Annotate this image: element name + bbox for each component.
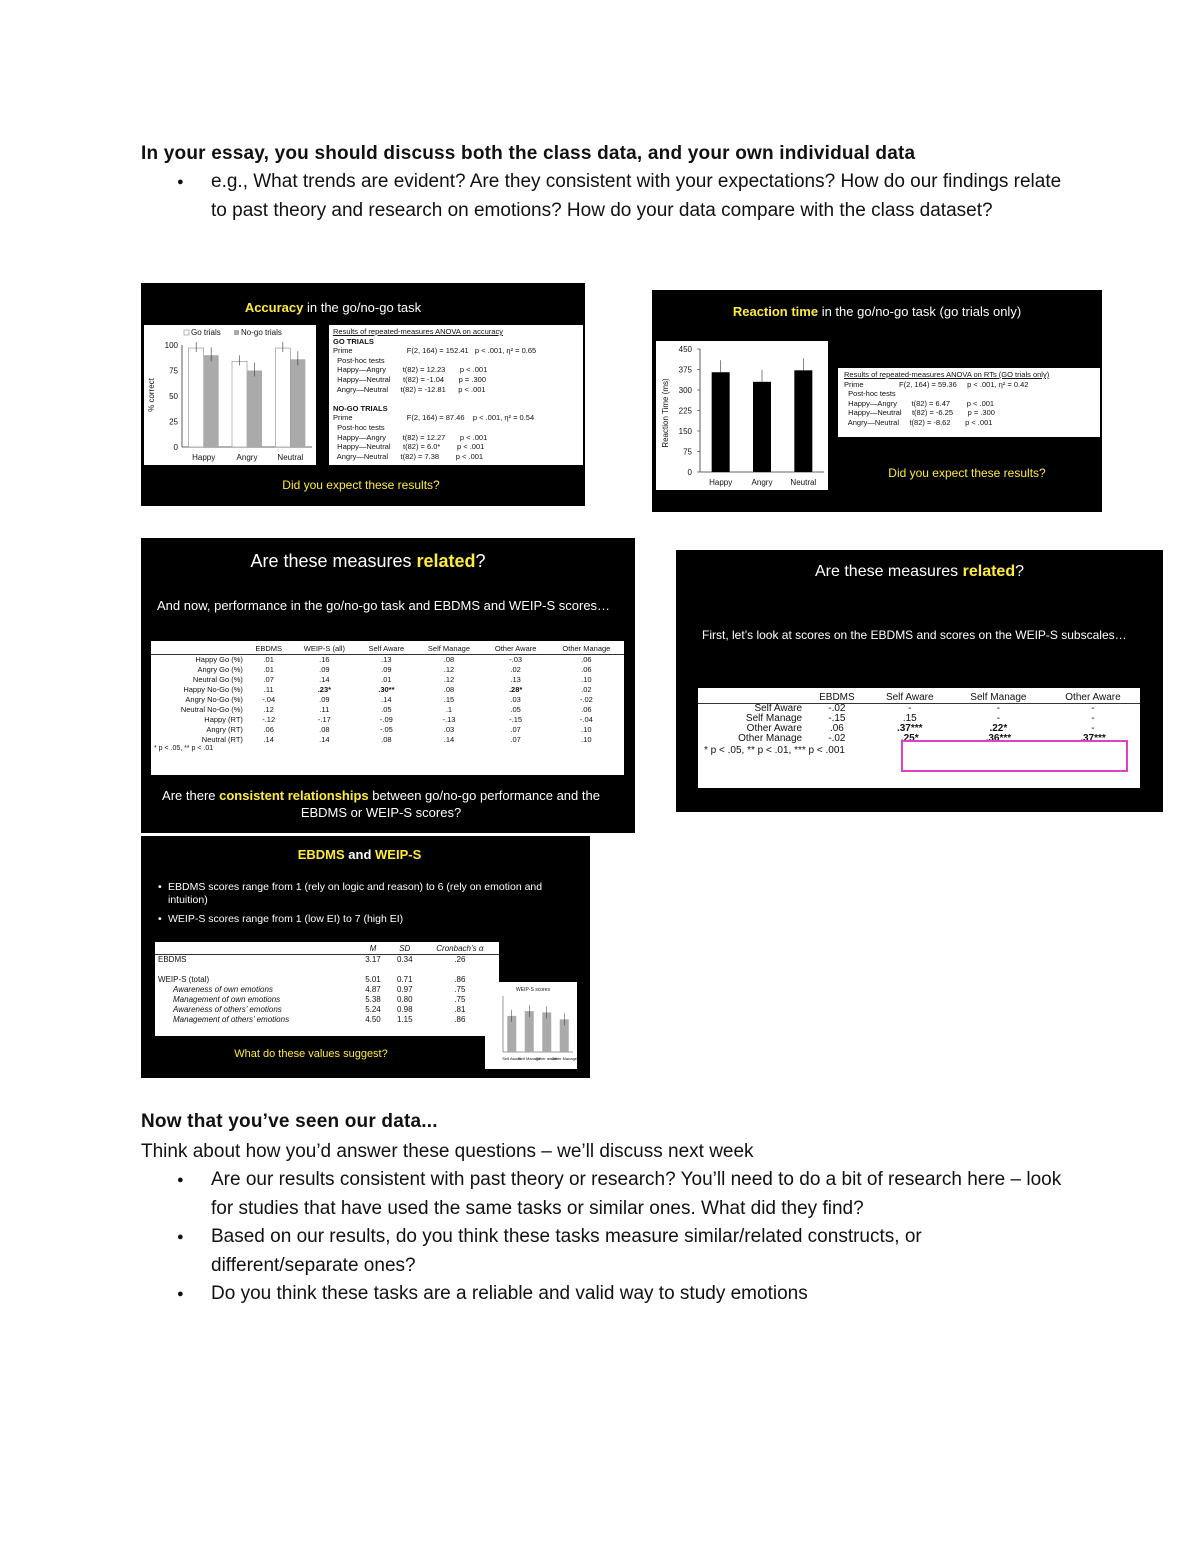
- table-cell: Angry (RT): [206, 725, 243, 734]
- table-cell: 3.17: [365, 955, 381, 964]
- table-row: [151, 655, 624, 666]
- table-cell: .30**: [378, 685, 395, 694]
- table-cell: .02: [581, 685, 592, 694]
- table-cell: 0.97: [396, 985, 413, 994]
- stats-line: Happy—Angry t(82) = 12.27 p < .001: [333, 432, 488, 442]
- table-cell: -: [1091, 713, 1095, 724]
- weips-inset-chart: [485, 982, 577, 1069]
- y-tick-label: 300: [678, 386, 692, 395]
- table-row: [155, 965, 499, 975]
- stats-line: Happy—Angry t(82) = 12.23 p < .001: [333, 365, 488, 375]
- slide-ebdms-weips: [141, 836, 590, 1078]
- table-cell: -.03: [509, 655, 523, 664]
- table-cell: .08: [381, 735, 392, 744]
- table-cell: Happy (RT): [204, 715, 243, 724]
- column-header: M: [357, 944, 389, 955]
- table-cell: .37***: [896, 723, 923, 734]
- slide-related-2-title: [676, 563, 1163, 581]
- table-cell: -.09: [379, 715, 393, 724]
- stats-line: Prime F(2, 164) = 59.36 p < .001, η² = 0.42: [844, 379, 1029, 389]
- legend-swatch-go: [184, 330, 189, 335]
- table-cell: .06: [829, 723, 844, 734]
- table-cell: Neutral No-Go (%): [180, 705, 243, 714]
- column-header: [151, 644, 246, 655]
- table-cell: .12: [443, 675, 455, 684]
- stats-line: NO-GO TRIALS: [333, 403, 388, 413]
- ebdms-bullets: [158, 881, 558, 926]
- ebdms-bullet-1-text: EBDMS scores range from 1 (rely on logic and reason) to 6 (rely on emotion and intuition): [168, 881, 543, 906]
- table-cell: .06: [581, 705, 592, 714]
- column-header: SD: [389, 944, 421, 955]
- table-cell: -.02: [828, 733, 846, 744]
- table-row: [155, 985, 499, 995]
- legend-label-go: Go trials: [191, 328, 221, 337]
- table-cell: .08: [319, 725, 330, 734]
- table-cell: Management of others’ emotions: [173, 1015, 290, 1024]
- slide-ebdms-title: [141, 847, 584, 862]
- table-cell: .86: [454, 1015, 466, 1024]
- title-a: EBDMS: [297, 847, 345, 862]
- stats-line: Angry—Neutral t(82) = -12.81 p < .001: [333, 384, 486, 394]
- table-cell: Angry Go (%): [197, 665, 243, 674]
- stats-line: Post-hoc tests: [333, 422, 385, 432]
- y-tick-label: 225: [678, 406, 692, 416]
- table-cell: .36***: [985, 733, 1012, 744]
- table-cell: .06: [581, 655, 592, 664]
- table-cell: 5.24: [365, 1005, 381, 1014]
- table-cell: Neutral (RT): [201, 735, 243, 744]
- table-cell: .01: [381, 675, 392, 684]
- table-cell: .26: [454, 955, 466, 964]
- table-cell: .07: [510, 725, 521, 734]
- column-header: Self Manage: [951, 693, 1046, 704]
- table-cell: -: [996, 703, 1001, 714]
- table-cell: .14: [263, 735, 274, 744]
- stats-line: Happy—Neutral t(82) = 6.0* p < .001: [333, 442, 485, 452]
- table-cell: .13: [381, 655, 392, 664]
- table-row: [155, 975, 499, 985]
- stats-line: Angry—Neutral t(82) = -8.62 p < .001: [844, 417, 993, 427]
- subscale-footnote: * p < .05, ** p < .01, *** p < .001: [704, 745, 845, 756]
- table-cell: EBDMS: [158, 955, 187, 964]
- table-cell: .15: [902, 713, 917, 724]
- accuracy-stats-box: [329, 325, 583, 465]
- table-row: [155, 995, 499, 1005]
- x-tick-label: Neutral: [277, 453, 304, 462]
- table-cell: -.15: [828, 713, 846, 724]
- table-cell: .10: [581, 675, 592, 684]
- y-tick-label: 450: [678, 345, 692, 354]
- question-post: between go/no-go performance and the EBDMS or WEIP-S scores?: [300, 788, 600, 820]
- slide-reaction-time: [652, 290, 1102, 512]
- ebdms-bullet-2-text: WEIP-S scores range from 1 (low EI) to 7 (high EI): [168, 913, 404, 925]
- table-cell: -: [996, 713, 1001, 724]
- stats-line: Happy—Neutral t(82) = -6.25 p = .300: [844, 408, 995, 418]
- correlation-table-box: [151, 641, 624, 775]
- table-cell: .05: [510, 705, 521, 714]
- stats-line: Post-hoc tests: [844, 389, 896, 399]
- table-cell: 0.71: [396, 975, 413, 984]
- column-header: Other Aware: [1046, 693, 1140, 704]
- correlation-table: [151, 644, 624, 745]
- table-cell: .75: [454, 985, 466, 994]
- table-cell: WEIP-S (total): [158, 975, 210, 984]
- bar-rt: [753, 382, 771, 472]
- column-header: Self Aware: [357, 644, 415, 655]
- slide-accuracy-title: [141, 300, 555, 315]
- section2-bullet-3: ● Do you think these tasks are a reliable and valid way to study emotions: [141, 1280, 1071, 1309]
- y-tick-label: 375: [678, 365, 692, 375]
- stats-line: Angry—Neutral t(82) = 7.38 p < .001: [333, 451, 484, 461]
- bar-go: [189, 348, 204, 447]
- table-cell: .08: [443, 685, 455, 694]
- table-cell: Angry No-Go (%): [185, 695, 243, 704]
- table-cell: Neutral Go (%): [192, 675, 243, 684]
- question-pre: Are there: [162, 788, 220, 803]
- table-cell: .03: [443, 725, 455, 734]
- table-row: [151, 685, 624, 695]
- table-cell: -.04: [579, 715, 593, 724]
- column-header: EBDMS: [246, 644, 292, 655]
- stats-line: Happy—Neutral t(82) = -1.04 p = .300: [333, 374, 486, 384]
- title-and: and: [344, 847, 376, 862]
- inset-bar: [525, 1011, 534, 1052]
- x-tick-label: Happy: [709, 478, 733, 487]
- stats-line: Happy—Angry t(82) = 6.47 p < .001: [844, 398, 995, 408]
- table-cell: -.02: [828, 703, 846, 714]
- accuracy-stats-title: Results of repeated-measures ANOVA on accuracy: [333, 327, 503, 336]
- rt-question: Did you expect these results?: [888, 466, 1046, 480]
- slide-related-2: [676, 550, 1163, 812]
- table-row: [155, 1005, 499, 1015]
- section2-intro: Think about how you’d answer these questions – we’ll discuss next week: [141, 1141, 754, 1162]
- slide-related-1: [141, 538, 635, 833]
- slide-related-1-question: [141, 787, 621, 821]
- table-cell: Management of own emotions: [173, 995, 281, 1004]
- column-header: EBDMS: [805, 693, 869, 704]
- table-cell: Self Manage: [745, 713, 803, 724]
- ebdms-stats-table: [155, 944, 499, 1025]
- table-cell: 0.80: [396, 995, 413, 1004]
- title-highlight: related: [962, 563, 1016, 580]
- inset-x-label: Self Aware: [502, 1056, 522, 1061]
- bar-go: [232, 361, 247, 447]
- y-axis-label: % correct: [147, 378, 156, 412]
- table-cell: .02: [510, 665, 521, 674]
- stats-line: [333, 394, 579, 404]
- table-cell: .25*: [900, 733, 919, 744]
- ebdms-bullet-2: • WEIP-S scores range from 1 (low EI) to 7 (high EI): [158, 913, 404, 925]
- x-tick-label: Happy: [192, 453, 216, 462]
- x-tick-label: Neutral: [790, 478, 817, 487]
- title-post: ?: [475, 551, 486, 571]
- table-cell: 0.98: [396, 1005, 413, 1014]
- section2-bullet-2: ● Based on our results, do you think these tasks measure similar/related constructs, or different/separate ones?: [141, 1223, 1071, 1280]
- rt-stats-title: Results of repeated-measures ANOVA on RTs (GO trials only): [844, 370, 1050, 379]
- table-cell: -.02: [579, 695, 593, 704]
- section2-bullet-1: ● Are our results consistent with past theory or research? You’ll need to do a bit of research here – look for studies that have used the same tasks or similar ones. What did they find?: [141, 1166, 1071, 1223]
- table-cell: .14: [381, 695, 392, 704]
- header-row: [151, 644, 624, 655]
- table-row: [151, 675, 624, 685]
- table-row: [155, 1015, 499, 1025]
- inset-x-label: Other Manage: [551, 1056, 577, 1061]
- table-cell: .11: [319, 705, 330, 714]
- table-cell: .12: [263, 705, 274, 714]
- column-header: Cronbach’s α: [421, 944, 499, 955]
- table-cell: .14: [443, 735, 455, 744]
- column-header: Other Aware: [483, 644, 549, 655]
- stats-line: Prime F(2, 164) = 87.46 p < .001, η² = 0.54: [333, 413, 535, 423]
- ebdms-stats-table-box: [155, 942, 499, 1036]
- table-cell: 1.15: [396, 1015, 413, 1024]
- table-cell: -.15: [509, 715, 523, 724]
- bar-nogo: [290, 359, 305, 447]
- title-post: ?: [1015, 563, 1024, 580]
- bar-rt: [794, 370, 812, 472]
- header-row: [698, 693, 1140, 704]
- slide-accuracy: [141, 283, 585, 506]
- table-cell: .10: [581, 725, 592, 734]
- table-cell: .05: [381, 705, 392, 714]
- essay-bullet: ● e.g., What trends are evident? Are they consistent with your expectations? How do our findings relate to past theory and research on emotions? How do your data compare with the class dataset?: [141, 168, 1081, 225]
- table-cell: .12: [443, 665, 455, 674]
- accuracy-stats-lines: [333, 337, 579, 462]
- table-cell: Happy Go (%): [195, 655, 243, 664]
- y-tick-label: 75: [683, 447, 692, 457]
- accuracy-question: Did you expect these results?: [282, 478, 440, 492]
- column-header: Other Manage: [549, 644, 624, 655]
- table-cell: .13: [510, 675, 521, 684]
- stats-line: Post-hoc tests: [333, 355, 385, 365]
- inset-x-label: Other aware: [535, 1056, 558, 1061]
- table-cell: 5.38: [365, 995, 381, 1004]
- y-tick-label: 25: [169, 417, 178, 427]
- table-row: [151, 725, 624, 735]
- y-tick-label: 100: [164, 341, 178, 350]
- table-cell: Self Aware: [754, 703, 803, 714]
- bar-nogo: [247, 371, 262, 448]
- section2-heading: Now that you’ve seen our data...: [141, 1111, 438, 1132]
- table-cell: 4.50: [365, 1015, 381, 1024]
- ebdms-question: What do these values suggest?: [234, 1048, 388, 1060]
- legend-swatch-nogo: [234, 330, 239, 335]
- table-row: [151, 695, 624, 705]
- table-cell: -.17: [317, 715, 331, 724]
- table-cell: Happy No-Go (%): [183, 685, 243, 694]
- title-highlight: Reaction time: [732, 304, 819, 319]
- table-cell: Other Manage: [738, 733, 803, 744]
- header-row: [155, 944, 499, 955]
- table-cell: -: [1091, 703, 1095, 714]
- table-cell: .01: [263, 665, 274, 674]
- table-cell: [389, 965, 421, 975]
- accuracy-bar-chart: [144, 325, 316, 465]
- column-header: WEIP-S (all): [291, 644, 357, 655]
- table-cell: -.13: [442, 715, 456, 724]
- table-cell: -: [908, 703, 912, 714]
- table-cell: .03: [510, 695, 521, 704]
- highlight-box: [901, 740, 1128, 772]
- table-row: [151, 715, 624, 725]
- title-pre: Are these measures: [250, 551, 417, 571]
- table-cell: .14: [319, 735, 330, 744]
- rt-stats-box: [838, 368, 1100, 437]
- column-header: Self Aware: [869, 693, 951, 704]
- y-tick-label: 0: [173, 443, 178, 452]
- table-row: [151, 665, 624, 675]
- table-cell: 5.01: [365, 975, 381, 984]
- subscale-table: [698, 693, 1140, 744]
- column-header: [155, 944, 357, 955]
- inset-x-label: Self Manage: [518, 1056, 541, 1061]
- table-cell: .07: [263, 675, 274, 684]
- table-cell: .07: [510, 735, 521, 744]
- subscale-table-box: [698, 688, 1140, 788]
- column-header: [698, 693, 805, 704]
- bar-nogo: [204, 355, 219, 447]
- table-cell: .75: [454, 995, 466, 1004]
- slide-rt-title: [652, 304, 1102, 319]
- x-tick-label: Angry: [751, 478, 773, 487]
- table-cell: .16: [319, 655, 330, 664]
- y-tick-label: 50: [169, 392, 178, 401]
- table-cell: 0.34: [396, 955, 413, 964]
- section2-bullet-list: [141, 1166, 1071, 1309]
- slide-related-1-title: [141, 551, 615, 572]
- table-cell: .22*: [989, 723, 1008, 734]
- bar-go: [275, 348, 290, 447]
- ebdms-bullet-1: • EBDMS scores range from 1 (rely on logic and reason) to 6 (rely on emotion and intuition): [158, 881, 543, 906]
- column-header: Self Manage: [415, 644, 482, 655]
- table-cell: .86: [454, 975, 466, 984]
- table-row: [155, 955, 499, 966]
- bar-rt: [712, 372, 730, 472]
- title-pre: Are these measures: [815, 563, 963, 580]
- table-cell: -.12: [262, 715, 276, 724]
- table-cell: Awareness of own emotions: [173, 985, 273, 994]
- table-cell: .1: [445, 705, 453, 714]
- table-cell: .81: [454, 1005, 466, 1014]
- stats-line: GO TRIALS: [333, 336, 374, 346]
- table-cell: Other Aware: [746, 723, 803, 734]
- title-rest: in the go/no-go task: [303, 300, 422, 315]
- y-axis-label: Reaction Time (ms): [661, 378, 670, 448]
- table-cell: .09: [381, 665, 392, 674]
- table-cell: .23*: [317, 685, 332, 694]
- table-cell: .06: [581, 665, 592, 674]
- x-tick-label: Angry: [236, 453, 258, 462]
- title-highlight: related: [416, 551, 476, 571]
- accuracy-chart-box: [144, 325, 316, 465]
- table-cell: .09: [319, 665, 330, 674]
- table-cell: .09: [319, 695, 330, 704]
- y-tick-label: 75: [169, 366, 178, 376]
- table-cell: -.05: [379, 725, 393, 734]
- table-cell: .10: [581, 735, 592, 744]
- table-row: [151, 735, 624, 745]
- table-cell: -.04: [262, 695, 276, 704]
- table-cell: .28*: [508, 685, 523, 694]
- table-row: [151, 705, 624, 715]
- table-cell: .08: [443, 655, 455, 664]
- table-cell: [357, 965, 389, 975]
- rt-stats-lines: [844, 380, 1094, 428]
- table-cell: Awareness of others’ emotions: [173, 1005, 282, 1014]
- table-cell: [421, 965, 499, 975]
- table-cell: .06: [263, 725, 274, 734]
- table-cell: [155, 965, 357, 975]
- essay-bullet-list: [141, 168, 1081, 225]
- table-cell: .14: [319, 675, 330, 684]
- title-rest: in the go/no-go task (go trials only): [818, 304, 1022, 319]
- table-cell: .15: [443, 695, 455, 704]
- inset-title: WEIP-S scores: [516, 987, 550, 993]
- title-highlight: Accuracy: [244, 300, 304, 315]
- slide-related-2-intro: First, let’s look at scores on the EBDMS and scores on the WEIP-S subscales…: [702, 628, 1127, 642]
- stats-line: Prime F(2, 164) = 152.41 p < .001, η² = 0.65: [333, 346, 537, 356]
- weips-inset-chart-box: [485, 982, 577, 1069]
- table-cell: 4.87: [365, 985, 381, 994]
- y-tick-label: 150: [678, 427, 692, 436]
- table-cell: .01: [263, 655, 274, 664]
- table-cell: -: [1091, 723, 1095, 734]
- slide-related-1-intro: And now, performance in the go/no-go task and EBDMS and WEIP-S scores…: [157, 598, 611, 613]
- table-cell: .11: [263, 685, 274, 694]
- table-cell: .37***: [1080, 733, 1106, 744]
- y-tick-label: 0: [687, 468, 692, 477]
- title-b: WEIP-S: [375, 847, 422, 862]
- table-footnote: * p < .05, ** p < .01: [154, 745, 214, 752]
- legend-label-nogo: No-go trials: [241, 328, 282, 337]
- essay-heading: In your essay, you should discuss both the class data, and your own individual data: [141, 143, 916, 164]
- question-highlight: consistent relationships: [219, 788, 369, 803]
